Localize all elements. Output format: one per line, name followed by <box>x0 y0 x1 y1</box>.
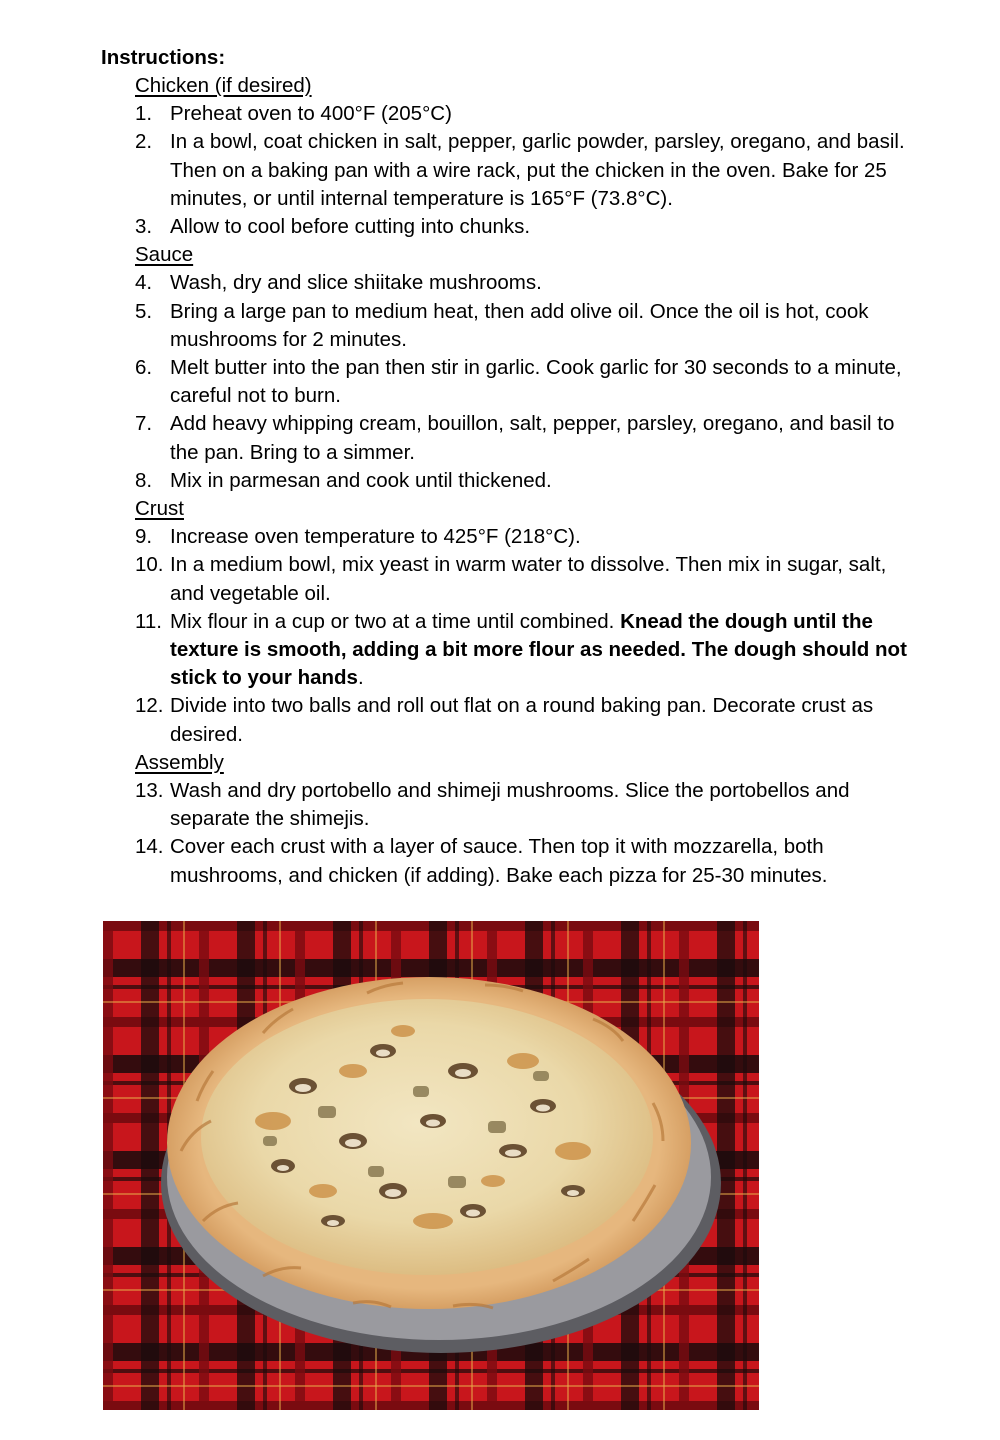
list-item <box>135 833 925 889</box>
step-text: Wash and dry portobello and shimeji mushrooms. Slice the portobellos and separate the shimejis. <box>170 779 850 831</box>
step-text: Add heavy whipping cream, bouillon, salt, pepper, parsley, oregano, and basil to the pan. Bring to a simmer. <box>170 412 895 464</box>
list-item <box>135 467 925 495</box>
step-number: 2. <box>135 130 153 154</box>
step-number: 13. <box>135 779 164 803</box>
list-item <box>135 269 925 297</box>
list-item <box>135 128 925 213</box>
section-title-chicken: Chicken (if desired) <box>135 74 312 97</box>
step-number: 11. <box>135 609 162 633</box>
pizza-photo <box>103 921 759 1410</box>
list-item <box>135 523 925 551</box>
step-text-plain: Mix flour in a cup or two at a time until combined. <box>170 609 621 633</box>
step-text: Mix in parmesan and cook until thickened. <box>170 468 552 492</box>
step-text: Allow to cool before cutting into chunks. <box>170 215 531 239</box>
step-number: 4. <box>135 271 153 295</box>
list-item <box>135 298 925 354</box>
step-text: In a bowl, coat chicken in salt, pepper, garlic powder, parsley, oregano, and basil. Then on a baking pan with a wire rack, put the chicken in the oven. Bake for 25 minutes, or until internal temperature is 165°F (73.8°C). <box>170 130 905 210</box>
step-text: Cover each crust with a layer of sauce. Then top it with mozzarella, both mushrooms, and chicken (if adding). Bake each pizza for 25-30 minutes. <box>170 835 828 887</box>
list-item <box>135 410 925 466</box>
list-item <box>135 608 925 693</box>
step-text <box>170 608 925 693</box>
step-text-bold: Knead the dough until the texture is smooth, adding a bit more flour as needed. The dough should not stick to your hands <box>170 609 907 690</box>
step-number: 7. <box>135 412 153 436</box>
section-title-sauce: Sauce <box>135 243 194 267</box>
list-item <box>135 692 925 748</box>
list-item <box>135 777 925 833</box>
step-text: Divide into two balls and roll out flat on a round baking pan. Decorate crust as desired. <box>170 694 874 746</box>
step-number: 3. <box>135 215 153 239</box>
step-number: 1. <box>135 102 153 126</box>
instructions-heading: Instructions: <box>101 46 226 69</box>
list-item <box>135 551 925 607</box>
step-number: 5. <box>135 299 153 323</box>
step-number: 9. <box>135 525 153 549</box>
step-text: Bring a large pan to medium heat, then add olive oil. Once the oil is hot, cook mushrooms for 2 minutes. <box>170 299 869 351</box>
step-text-tail: . <box>357 666 364 690</box>
step-number: 8. <box>135 468 153 492</box>
step-text: In a medium bowl, mix yeast in warm water to dissolve. Then mix in sugar, salt, and vegetable oil. <box>170 553 887 605</box>
section-title-crust: Crust <box>135 497 184 521</box>
list-item <box>135 100 925 128</box>
list-item <box>135 354 925 410</box>
step-text: Increase oven temperature to 425°F (218°C). <box>170 525 581 549</box>
step-number: 12. <box>135 694 164 718</box>
step-number: 6. <box>135 356 153 380</box>
step-number: 14. <box>135 835 164 859</box>
step-number: 10. <box>135 553 164 577</box>
pizza-photo-drawing <box>103 921 759 1410</box>
step-text: Preheat oven to 400°F (205°C) <box>170 102 452 126</box>
step-text: Melt butter into the pan then stir in garlic. Cook garlic for 30 seconds to a minute, careful not to burn. <box>170 356 902 408</box>
list-item <box>135 213 925 241</box>
step-text: Wash, dry and slice shiitake mushrooms. <box>170 271 542 295</box>
section-title-assembly: Assembly <box>135 750 224 774</box>
instructions-list <box>135 72 925 890</box>
